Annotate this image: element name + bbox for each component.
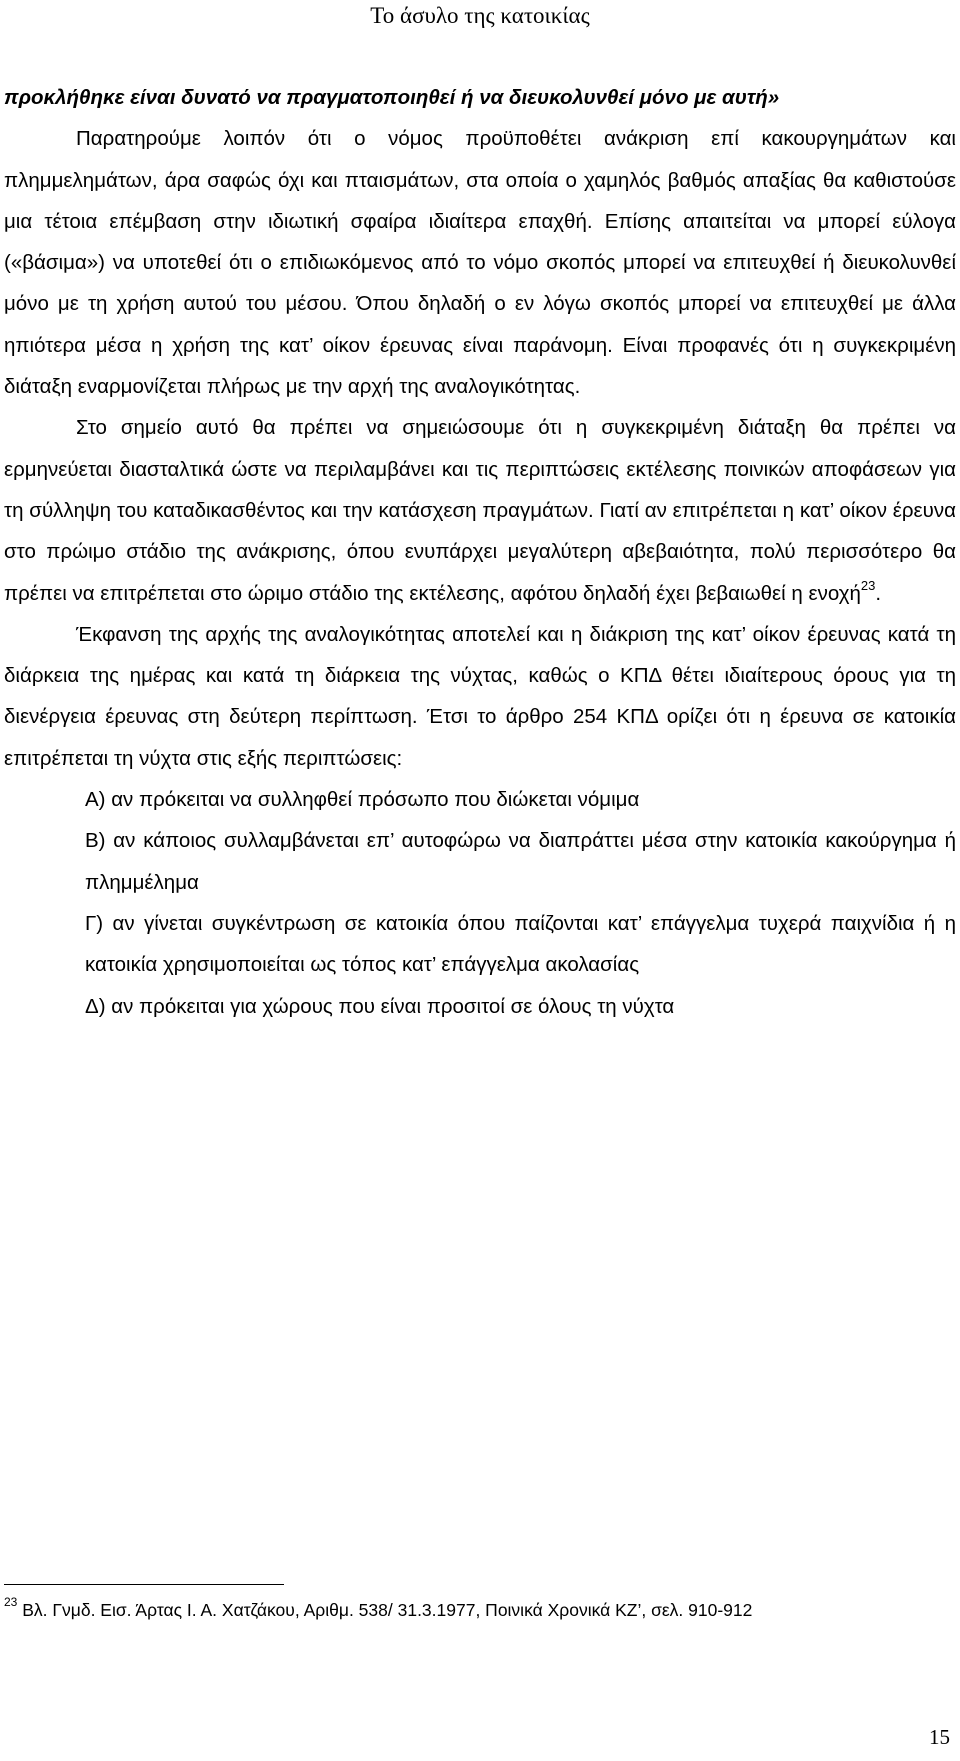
list-item-c: Γ) αν γίνεται συγκέντρωση σε κατοικία όπου παίζονται κατ’ επάγγελμα τυχερά παιχνίδια ή η κατοικία χρησιμοποιείται ως τόπος κατ’ επάγγελμα ακολασίας (85, 911, 956, 977)
page-number: 15 (929, 1725, 950, 1749)
running-header: Το άσυλο της κατοικίας (370, 3, 590, 28)
list-item-a: Α) αν πρόκειται να συλληφθεί πρόσωπο που διώκεται νόμιμα (85, 788, 640, 812)
footnote-number: 23 (4, 1595, 18, 1610)
paragraph-2-end: . (875, 581, 882, 605)
footnote-text: Βλ. Γνμδ. Εισ. Άρτας Ι. Α. Χατζάκου, Αριθμ. 538/ 31.3.1977, Ποινικά Χρονικά ΚΖ’, σελ. 910-912 (17, 1600, 753, 1620)
paragraph-2 (4, 407, 956, 613)
footnote-reference[interactable]: 23 (860, 577, 876, 593)
paragraph-1: Παρατηρούμε λοιπόν ότι ο νόμος προϋποθέτει ανάκριση επί κακουργημάτων και πλημμελημάτων, άρα σαφώς όχι και πταισμάτων, στα οποία ο χαμηλός βαθμός απαξίας θα καθιστούσε μια τέτοια επέμβαση στην ιδιωτική σφαίρα ιδιαίτερα επαχθή. Επίσης απαιτείται να μπορεί εύλογα («βάσιμα») να υποτεθεί ότι ο επιδιωκόμενος από το νόμο σκοπός μπορεί να επιτευχθεί ή διευκολυνθεί μόνο με τη χρήση αυτού του μέσου. Όπου δηλαδή ο εν λόγω σκοπός μπορεί να επιτευχθεί με άλλα ηπιότερα μέσα η χρήση της κατ’ οίκον έρευνας είναι παράνομη. Είναι προφανές ότι η συγκεκριμένη διάταξη εναρμονίζεται πλήρως με την αρχή της αναλογικότητας. (4, 127, 956, 399)
footnote (4, 1597, 944, 1624)
paragraph-2-text: Στο σημείο αυτό θα πρέπει να σημειώσουμε ότι η συγκεκριμένη διάταξη θα πρέπει να ερμηνεύεται διασταλτικά ώστε να περιλαμβάνει και τις περιπτώσεις εκτέλεσης ποινικών αποφάσεων για τη σύλληψη του καταδικασθέντος και την κατάσχεση πραγμάτων. Γιατί αν επιτρέπεται η κατ’ οίκον έρευνα στο πρώιμο στάδιο της ανάκρισης, όπου ενυπάρχει μεγαλύτερη αβεβαιότητα, πολύ περισσότερο θα πρέπει να επιτρέπεται στο ώριμο στάδιο της εκτέλεσης, αφότου δηλαδή έχει βεβαιωθεί η ενοχή (4, 416, 956, 605)
lead-quote: προκλήθηκε είναι δυνατό να πραγματοποιηθεί ή να διευκολυνθεί μόνο με αυτή» (4, 86, 780, 109)
body-text (4, 77, 956, 1027)
list-item-b: Β) αν κάποιος συλλαμβάνεται επ’ αυτοφώρω να διαπράττει μέσα στην κατοικία κακούργημα ή πλημμέλημα (85, 829, 956, 894)
footnote-separator (4, 1584, 284, 1585)
list-item-d: Δ) αν πρόκειται για χώρους που είναι προσιτοί σε όλους τη νύχτα (85, 994, 675, 1018)
paragraph-3: Έκφανση της αρχής της αναλογικότητας αποτελεί και η διάκριση της κατ’ οίκον έρευνας κατά τη διάρκεια της ημέρας και κατά τη διάρκεια της νύχτας, καθώς ο ΚΠΔ θέτει ιδιαίτερους όρους για τη διενέργεια έρευνας στη δεύτερη περίπτωση. Έτσι το άρθρο 254 ΚΠΔ ορίζει ότι η έρευνα σε κατοικία επιτρέπεται τη νύχτα στις εξής περιπτώσεις: (4, 622, 956, 770)
